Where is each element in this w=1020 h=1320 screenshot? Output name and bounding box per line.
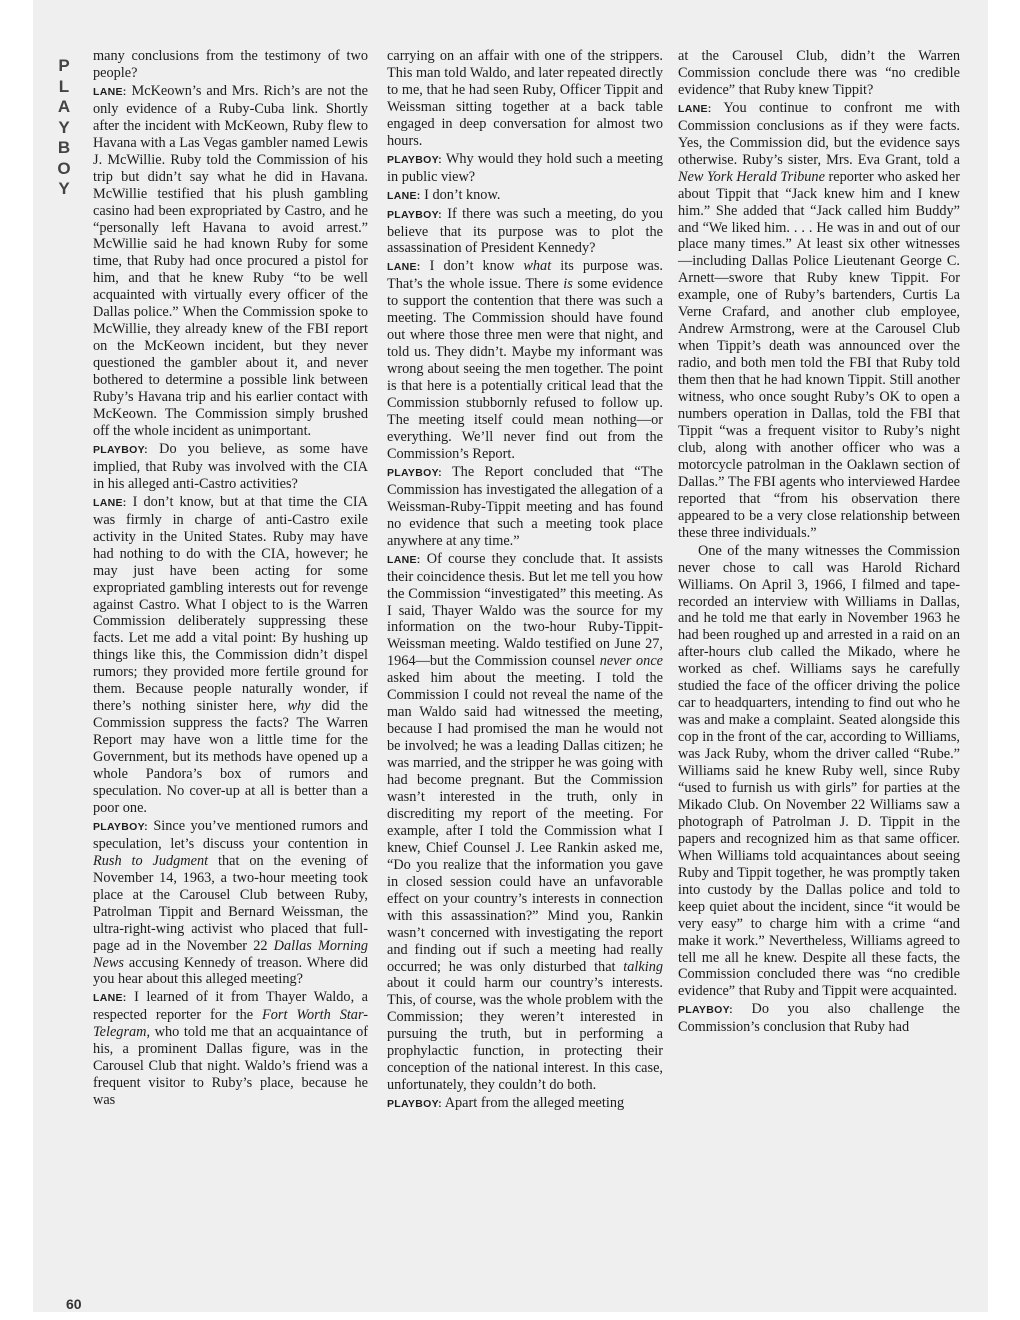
paragraph-text: carrying on an affair with one of the strippers. This man told Waldo, and later repeated directly to me, that he had seen Ruby, Officer Tippit and Weissman sitting together at a back table engaged in deep conversation for almost two hours.: [387, 48, 663, 149]
paragraph-text: some evidence to support the contention that there was such a meeting. The Commission should have found out where those three men were that night, and told us. They didn’t. Maybe my informant was wrong about seeing the men together. The point is that here is a potentially critical lead that the Commission stubbornly refused to follow up. The meeting itself could mean nothing—or everything. We’ll never find out from the Commission’s Report.: [387, 276, 663, 462]
paragraph-text: I learned of it from Thayer Waldo, a respected reporter for the: [93, 989, 368, 1024]
paragraph: [93, 989, 368, 1109]
paragraph: [387, 464, 663, 550]
paragraph-text: I don’t know, but at that time the CIA was firmly in charge of anti-Castro exile activity in the United States. Ruby may have had nothing to do with the CIA, however; he may just have been acting for some expropriated gambling interests out for revenge against Castro. What I object to is the Warren Commission deliberately suppressing these facts. Let me add a vital point: By hushing up things like this, the Commission didn’t dispel rumors; they provided more fertile ground for them. Because people naturally wonder, if there’s nothing sinister here,: [93, 493, 368, 715]
speaker-label: LANE:: [387, 553, 421, 566]
paragraph-text: McKeown’s and Mrs. Rich’s are not the only evidence of a Ruby-Cuba link. Shortly after the incident with McKeown, Ruby flew to Havana with a Las Vegas gambler named Lewis J. McWillie. Ruby told the Commission of his trip but didn’t say what he did in Havana. McWillie testified that his plush gambling casino had been expropriated by Castro, and he “personally left Havana to avoid arrest.” McWillie said he had known Ruby for some time, that Ruby had once procured a pistol for him, and that he knew Ruby “to be well acquainted with virtually every officer of the Dallas police.” When the Commission spoke to McWillie, they already knew of the FBI report on the McKeown incident, but they never questioned the gambler about it, and never bothered to determine a possible link between Ruby’s Havana trip and his earlier contact with McKeown. The Commission simply brushed off the whole incident as unimportant.: [93, 82, 368, 439]
paragraph: [93, 441, 368, 493]
playboy-side-label: [52, 56, 76, 200]
page-number: 60: [66, 1296, 82, 1312]
side-label-letter: Y: [58, 179, 70, 198]
paragraph-text: about it could harm our country’s interests. This, of course, was the whole problem with the Commission; they weren’t interested in pursuing the truth, but in performing a prophylactic function, in protecting their conception of the national interest. In this case, unfortunately, they couldn’t do both.: [387, 975, 663, 1094]
paragraph: [387, 206, 663, 258]
paragraph: [678, 100, 960, 542]
paragraph-text: Of course they conclude that. It assists their coincidence thesis. But let me tell you how the Commission “investigated” this meeting. As I said, Thayer Waldo was the source for my information on the two-hour Ruby-Tippit-Weissman meeting. Waldo testified on June 27, 1964—but the Commission counsel: [387, 550, 663, 670]
italic-text: New York Herald Tribune: [678, 168, 825, 185]
paragraph-text: Since you’ve mentioned rumors and speculation, let’s discuss your contention in: [93, 817, 368, 852]
paragraph: [93, 83, 368, 440]
paragraph: [93, 494, 368, 817]
paragraph: [678, 48, 960, 99]
paragraph: [387, 258, 663, 462]
speaker-label: PLAYBOY:: [93, 443, 148, 456]
paragraph-text: Why would they hold such a meeting in public view?: [387, 150, 663, 185]
paragraph-text: Apart from the alleged meeting: [441, 1095, 625, 1112]
paragraph: [387, 151, 663, 186]
side-label-letter: P: [58, 56, 70, 75]
italic-text: Rush to Judgment: [93, 852, 209, 869]
paragraph-text: I don’t know: [420, 258, 524, 275]
paragraph-text: at the Carousel Club, didn’t the Warren Commission conclude there was “no credible evidence” that Ruby knew Tippit?: [678, 48, 960, 98]
side-label-letter: A: [57, 97, 71, 116]
italic-text: why: [287, 698, 311, 715]
side-label-letter: B: [57, 138, 71, 157]
speaker-label: LANE:: [387, 189, 421, 202]
paragraph: [93, 48, 368, 82]
italic-text: talking: [623, 958, 663, 975]
paragraph-text: Do you also challenge the Commission’s conclusion that Ruby had: [678, 1001, 960, 1036]
side-label-letter: L: [58, 76, 70, 96]
paragraph: [387, 1095, 663, 1113]
speaker-label: LANE:: [678, 102, 712, 115]
side-label-letter: Y: [58, 117, 70, 137]
speaker-label: PLAYBOY:: [93, 820, 148, 833]
italic-text: is: [563, 276, 573, 293]
paragraph: [93, 818, 368, 989]
paragraph-text: If there was such a meeting, do you believe that its purpose was to plot the assassination of President Kennedy?: [387, 205, 663, 257]
text-column-1: [93, 48, 368, 1110]
speaker-label: PLAYBOY:: [387, 153, 442, 166]
speaker-label: LANE:: [387, 261, 421, 274]
paragraph: [678, 1001, 960, 1036]
paragraph-text: many conclusions from the testimony of two people?: [93, 48, 368, 81]
speaker-label: LANE:: [93, 496, 127, 509]
paragraph-text: I don’t know.: [420, 186, 501, 203]
paragraph: [678, 543, 960, 1001]
text-column-3: [678, 48, 960, 1037]
italic-text: Fort Worth Star-Telegram: [93, 1007, 368, 1041]
paragraph-text: , who told me that an acquaintance of his, a prominent Dallas figure, was in the Carousel Club that night. Waldo’s friend was a frequent visitor to Ruby’s place, because he was: [93, 1024, 368, 1109]
speaker-label: PLAYBOY:: [678, 1004, 733, 1017]
paragraph-text: One of the many witnesses the Commission never chose to call was Harold Richard Williams. On April 3, 1966, I filmed and tape-recorded an interview with Williams in Dallas, and he told me that early in November 1963 he had been roughed up and arrested in a raid on an after-hours club called the Mikado, where he worked as chef. Williams says he carefully studied the face of the officer driving the police car to headquarters, intending to find out who he was and make a complaint. Seated alongside this cop in the front of the car, according to Williams, was Jack Ruby, whom the driver called “Rube.” Williams said he knew Ruby well, since Ruby “used to furnish us with girls” for parties at the Mikado Club. On November 22 Williams saw a photograph of Patrolman J. D. Tippit in the papers and recognized him as that same officer. When Williams told acquaintances about seeing Ruby and Tippit together, he was promptly taken into custody by the Dallas police and told to keep quiet about the incident, since “it would be very easy” to charge him with a crime “and make it work.” Nevertheless, Williams agreed to tell me all he knew. Despite all these facts, the Commission concluded there was “no credible evidence” that Ruby and Tippit were acquainted.: [678, 542, 960, 1000]
paragraph-text: accusing Kennedy of treason. Where did you hear about this alleged meeting?: [93, 954, 368, 988]
speaker-label: PLAYBOY:: [387, 1098, 442, 1111]
italic-text: what: [523, 258, 552, 275]
paragraph: [387, 187, 663, 205]
italic-text: Dallas Morning News: [93, 937, 368, 971]
text-column-2: [387, 48, 663, 1114]
paragraph-text: that on the evening of November 14, 1963, a two-hour meeting took place at the Carousel Club between Ruby, Patrolman Tippit and Bernard Weissman, the ultra-right-wing activist who placed that full-page ad in the November 22: [93, 852, 368, 954]
speaker-label: PLAYBOY:: [387, 208, 442, 221]
paragraph-text: its purpose was. That’s the whole issue. There: [387, 258, 664, 293]
speaker-label: LANE:: [93, 992, 127, 1005]
paragraph: [387, 551, 663, 1095]
speaker-label: PLAYBOY:: [387, 466, 442, 479]
italic-text: never once: [599, 653, 664, 670]
paragraph-text: did the Commission suppress the facts? The Warren Report may have won a little time for the Government, but its methods have opened up a whole Pandora’s box of rumors and speculation. No cover-up at all is better than a poor one.: [93, 698, 368, 816]
paragraph-text: asked him about the meeting. I told the Commission I could not reveal the name of the man Waldo said had witnessed the meeting, because I had promised the man he would not be involved; he was a leading Dallas citizen; he was married, and the stripper he was going with had become pregnant. But the Commission wasn’t interested in the truth, only in discrediting my report of the meeting. For example, after I told the Commission what I knew, Chief Counsel J. Lee Rankin asked me, “Do you realize that the information you gave in closed session could have an unfavorable effect on your country’s interests in connection with this assassination?” Mind you, Rankin wasn’t concerned with investigating the report and finding out if such a meeting had really occurred; he was only disturbed that: [387, 670, 663, 975]
speaker-label: LANE:: [93, 85, 127, 98]
paragraph-text: You continue to confront me with Commission conclusions as if they were facts. Yes, the Commission did, but the evidence says otherwise. Ruby’s sister, Mrs. Eva Grant, told a: [678, 99, 960, 168]
paragraph: [387, 48, 663, 150]
paragraph-text: reporter who asked her about Tippit that “Jack knew him and I knew him.” She added that “Jack called him Buddy” and “We liked him. . . . He was in and out of our place many times.” At least six other witnesses—including Dallas Police Lieutenant George C. Arnett—swore that Ruby knew Tippit. For example, one of Ruby’s bartenders, Curtis La Verne Crafard, and another club employee, Andrew Armstrong, were at the Carousel Club when Tippit’s death was announced over the radio, and both men told the FBI that Ruby told them then that he had known Tippit. Still another witness, who once sought Ruby’s OK to open a numbers operation in Dallas, told the FBI that Tippit “was a frequent visitor to Ruby’s night club, along with another officer who was a motorcycle patrolman in the Oaklawn section of Dallas.” The FBI agents who interviewed Hardee reported that “from his observation there appeared to be a very close relationship between these three individuals.”: [678, 168, 961, 541]
paragraph-text: Do you believe, as some have implied, that Ruby was involved with the CIA in his alleged anti-Castro activities?: [93, 440, 368, 492]
side-label-letter: O: [57, 158, 71, 178]
paragraph-text: The Report concluded that “The Commission has investigated the allegation of a Weissman-Ruby-Tippit meeting and has found no evidence that such a meeting took place anywhere at any time.”: [387, 463, 663, 549]
